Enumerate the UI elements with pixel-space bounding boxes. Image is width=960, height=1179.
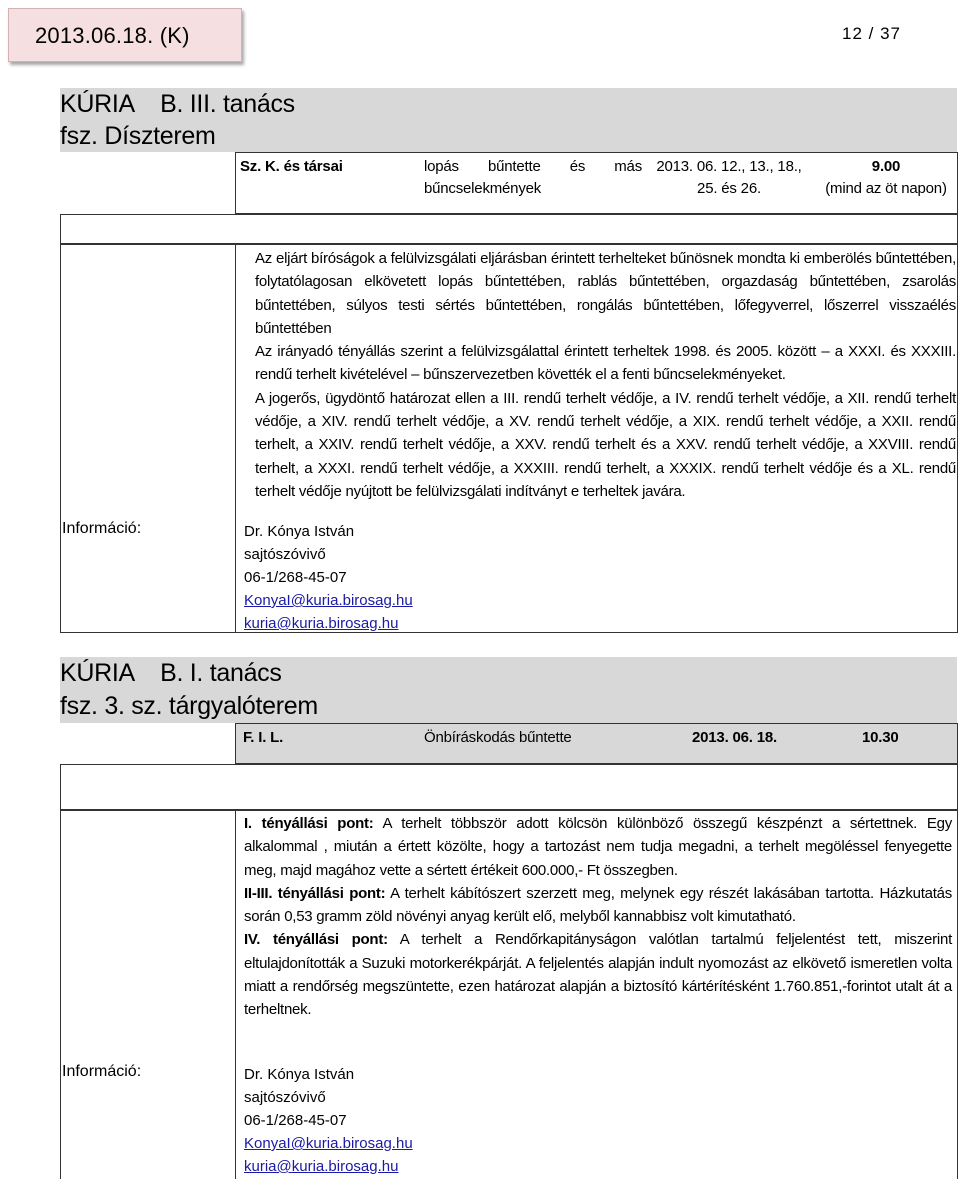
- section1-case-crime: lopás bűntette és más bűncselekmények: [424, 158, 642, 197]
- fact-point: [244, 928, 952, 1021]
- section2-case-row: [235, 723, 958, 764]
- contact-role: sajtószóvivő: [244, 546, 326, 563]
- section1-info-text: [255, 247, 956, 503]
- section1-paragraph: Az eljárt bíróságok a felülvizsgálati eljárásban érintett terhelteket bűnösnek mondta ki emberölés bűntettében, folytatólagosan elkövetett lopás bűntettében, rablás bűntettében, orgazdaság bűntettében, zsarolás bűntettében, súlyos testi sértés bűntettében, rongálás bűntettében, lőfegyverrel, lőszerrel visszaélés bűntettében: [255, 250, 956, 337]
- fact-point-label: I. tényállási pont:: [244, 815, 374, 832]
- contact-email-link[interactable]: kuria@kuria.birosag.hu: [244, 615, 399, 632]
- section1-case-time: 9.00: [871, 158, 901, 175]
- contact-email-link[interactable]: KonyaI@kuria.birosag.hu: [244, 1135, 413, 1152]
- section2-room: fsz. 3. sz. tárgyalóterem: [60, 692, 318, 720]
- contact-name: Dr. Kónya István: [244, 523, 355, 540]
- section2-court: KÚRIA B. I. tanács: [60, 659, 282, 687]
- section2-contact: [244, 1063, 413, 1178]
- contact-email-link[interactable]: KonyaI@kuria.birosag.hu: [244, 592, 413, 609]
- contact-phone: 06-1/268-45-07: [244, 569, 347, 586]
- section1-case-divider: [235, 152, 236, 214]
- section1-case-parties: Sz. K. és társai: [240, 158, 343, 175]
- fact-point-label: IV. tényállási pont:: [244, 931, 388, 949]
- section2-case-dates: 2013. 06. 18.: [692, 729, 777, 746]
- fact-point: [244, 882, 952, 929]
- fact-point: [244, 812, 952, 882]
- section1-court: KÚRIA B. III. tanács: [60, 90, 295, 118]
- contact-role: sajtószóvivő: [244, 1089, 326, 1106]
- section1-paragraph: A jogerős, ügydöntő határozat ellen a III. rendű terhelt védője, a IV. rendű terhelt védője, a XII. rendű terhelt védője, a XIV. rendű terhelt védője, a XV. rendű terhelt védője, a XIX. rendű terhelt védője, a XXII. rendű terhelt, a XXIV. rendű terhelt védője, a XXV. rendű terhelt és a XXV. rendű terhelt védője, a XXVIII. rendű terhelt, a XXXI. rendű terhelt védője, a XXXIII. rendű terhelt, a XXXIX. rendű terhelt védője és a XL. rendű terhelt védője nyújtott be felülvizsgálati indítványt e terheltek javára.: [255, 389, 956, 500]
- section1-case-time-note: (mind az öt napon): [825, 180, 947, 197]
- date-tab: [8, 8, 242, 62]
- section2-info-divider: [235, 810, 236, 1179]
- page-indicator: 12 / 37: [842, 24, 901, 43]
- section1-room: fsz. Díszterem: [60, 122, 216, 150]
- fact-point-text: A terhelt kábítószert szerzett meg, melynek egy részét lakásában tartotta. Házkutatás során 0,53 gramm zöld növényi anyag került elő, melyből kannabbisz volt kimutatható.: [244, 884, 952, 926]
- section2-case-parties: F. I. L.: [243, 729, 284, 746]
- section2-info-label: Információ:: [62, 1063, 142, 1080]
- section1-case-dates: 2013. 06. 12., 13., 18., 25. és 26.: [656, 158, 802, 197]
- contact-name: Dr. Kónya István: [244, 1066, 355, 1083]
- date-label: 2013.06.18. (K): [35, 23, 190, 48]
- section2-case-crime: Önbíráskodás bűntette: [424, 729, 572, 746]
- fact-point-label: II-III. tényállási pont:: [244, 884, 386, 902]
- section2-case-time: 10.30: [862, 729, 899, 746]
- section1-info-divider: [235, 244, 236, 633]
- contact-phone: 06-1/268-45-07: [244, 1112, 347, 1129]
- section1-spacer-row: [60, 214, 958, 244]
- section2-info-text: [244, 812, 952, 1022]
- section1-paragraph: Az irányadó tényállás szerint a felülvizsgálattal érintett terheltek 1998. és 2005. között – a XXXI. és XXXIII. rendű terhelt kivételével – bűnszervezetben követték el a fenti bűncselekményeket.: [255, 343, 956, 384]
- section1-contact: [244, 520, 413, 635]
- fact-point-text: A terhelt a Rendőrkapitányságon valótlan tartalmú feljelentést tett, miszerint eltulajdonították a Suzuki motorkerékpárját. A feljelentés alapján indult nyomozást az elkövető ismeretlen volta miatt a rendőrség megszüntette, ezen határozat alapján a biztosító kártérítésként 1.760.851,-forintot utalt át a terheltnek.: [244, 931, 952, 1019]
- section1-info-label: Információ:: [62, 520, 142, 537]
- fact-point-text: A terhelt többször adott kölcsön különböző összegű készpénzt a sértettnek. Egy alkalommal , miután a értett közölte, hogy a tartozást nem tudja megadni, a terhelt megöléssel fenyegette meg, majd magához vette a sértett értékeit 600.000,- Ft összegben.: [244, 815, 952, 879]
- contact-email-link[interactable]: kuria@kuria.birosag.hu: [244, 1158, 399, 1175]
- section2-spacer-row: [60, 764, 958, 810]
